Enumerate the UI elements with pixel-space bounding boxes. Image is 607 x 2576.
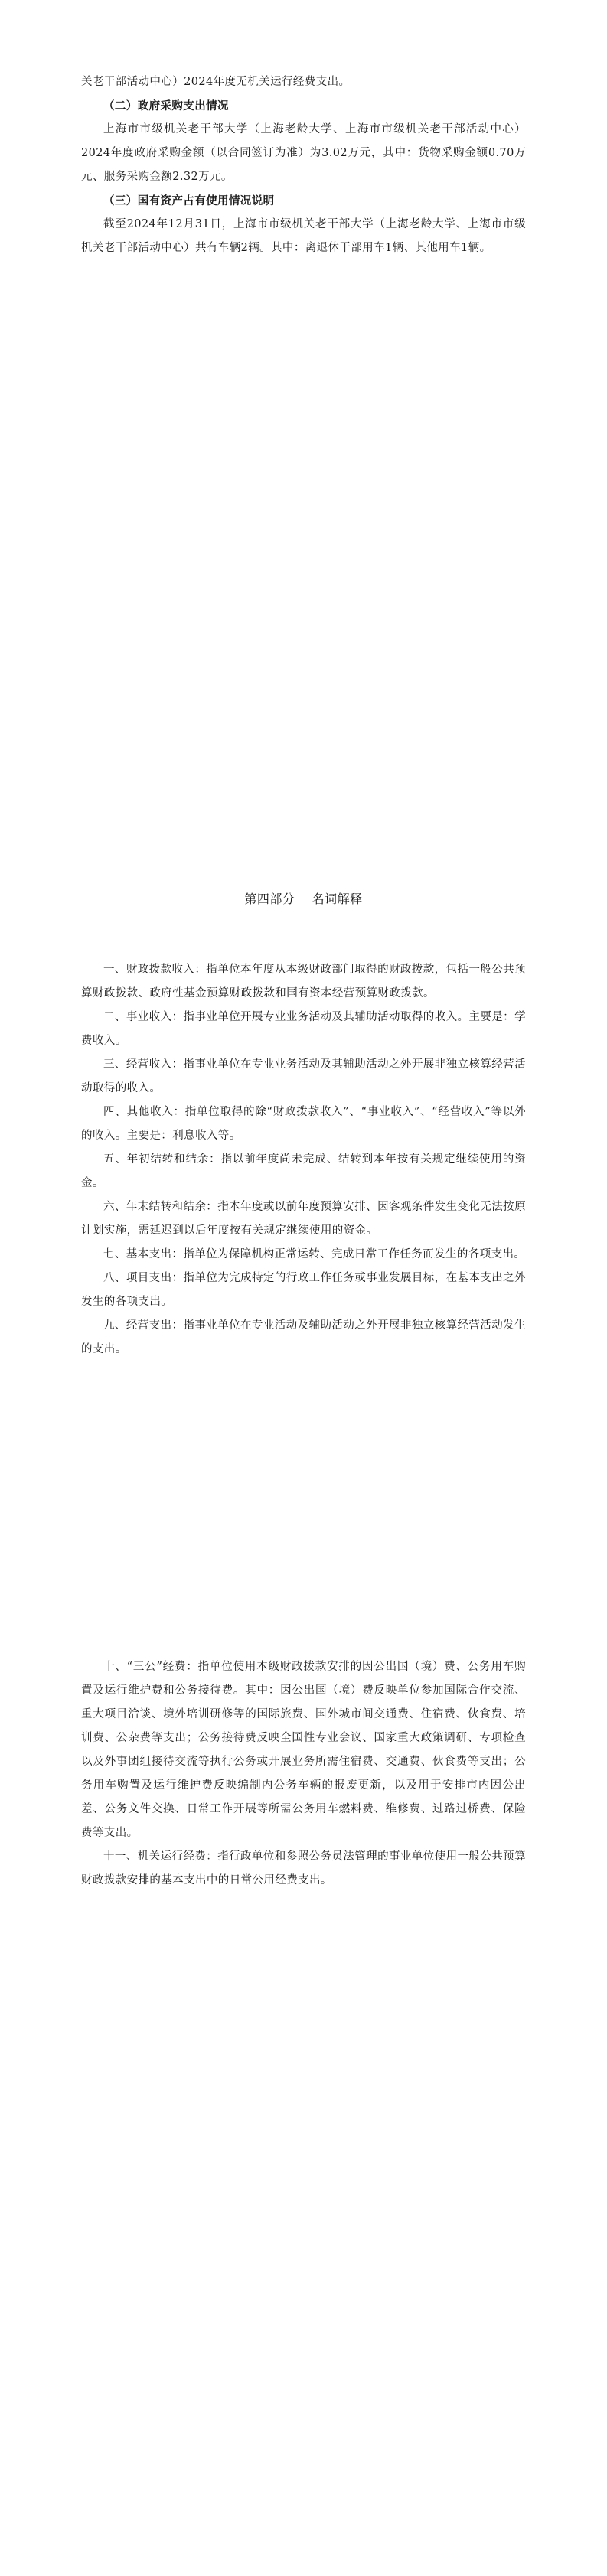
section-4-title: 第四部分 名词解释 xyxy=(244,892,363,906)
terms-list-continued xyxy=(81,1655,526,1893)
terms-list xyxy=(81,958,526,1361)
term-item: 十一、机关运行经费：指行政单位和参照公务员法管理的事业单位使用一般公共预算财政拨款安排的基本支出中的日常公用经费支出。 xyxy=(81,1850,526,1886)
term-item: 二、事业收入：指事业单位开展专业业务活动及其辅助活动取得的收入。主要是：学费收入。 xyxy=(81,1011,526,1047)
term-item: 四、其他收入：指单位取得的除“财政拨款收入”、“事业收入”、“经营收入”等以外的收入。主要是：利息收入等。 xyxy=(81,1106,526,1142)
subheading-gov-procurement: （二）政府采购支出情况 xyxy=(103,99,229,112)
term-item: 三、经营收入：指事业单位在专业业务活动及其辅助活动之外开展非独立核算经营活动取得的收入。 xyxy=(81,1058,526,1094)
term-item: 八、项目支出：指单位为完成特定的行政工作任务或事业发展目标，在基本支出之外发生的各项支出。 xyxy=(81,1272,526,1308)
paragraph-state-assets: 截至2024年12月31日，上海市市级机关老干部大学（上海老龄大学、上海市市级机关老干部活动中心）共有车辆2辆。其中：离退休干部用车1辆、其他用车1辆。 xyxy=(81,218,526,254)
paragraph-gov-procurement: 上海市市级机关老干部大学（上海老龄大学、上海市市级机关老干部活动中心）2024年度政府采购金额（以合同签订为准）为3.02万元，其中：货物采购金额0.70万元、服务采购金额2.32万元。 xyxy=(81,123,526,183)
term-item: 五、年初结转和结余：指以前年度尚未完成、结转到本年按有关规定继续使用的资金。 xyxy=(81,1153,526,1189)
term-item: 七、基本支出：指单位为保障机构正常运转、完成日常工作任务而发生的各项支出。 xyxy=(103,1248,526,1260)
term-item: 一、财政拨款收入：指单位本年度从本级财政部门取得的财政拨款，包括一般公共预算财政拨款、政府性基金预算财政拨款和国有资本经营预算财政拨款。 xyxy=(81,964,526,999)
paragraph-tail: 关老干部活动中心）2024年度无机关运行经费支出。 xyxy=(81,76,351,88)
term-item: 六、年末结转和结余：指本年度或以前年度预算安排、因客观条件发生变化无法按原计划实施，需延迟到以后年度按有关规定继续使用的资金。 xyxy=(81,1201,526,1237)
section-3-content xyxy=(81,70,526,260)
subheading-state-assets: （三）国有资产占有使用情况说明 xyxy=(103,194,275,207)
term-item: 九、经营支出：指事业单位在专业活动及辅助活动之外开展非独立核算经营活动发生的支出。 xyxy=(81,1319,526,1355)
term-item: 十、“三公”经费：指单位使用本级财政拨款安排的因公出国（境）费、公务用车购置及运行维护费和公务接待费。其中：因公出国（境）费反映单位参加国际合作交流、重大项目洽谈、境外培训研修等的国际旅费、国外城市间交通费、住宿费、伙食费、培训费、公杂费等支出；公务接待费反映全国性专业会议、国家重大政策调研、专项检查以及外事团组接待交流等执行公务或开展业务所需住宿费、交通费、伙食费等支出；公务用车购置及运行维护费反映编制内公务车辆的报废更新，以及用于安排市内因公出差、公务文件交换、日常工作开展等所需公务用车燃料费、维修费、过路过桥费、保险费等支出。 xyxy=(81,1661,526,1839)
